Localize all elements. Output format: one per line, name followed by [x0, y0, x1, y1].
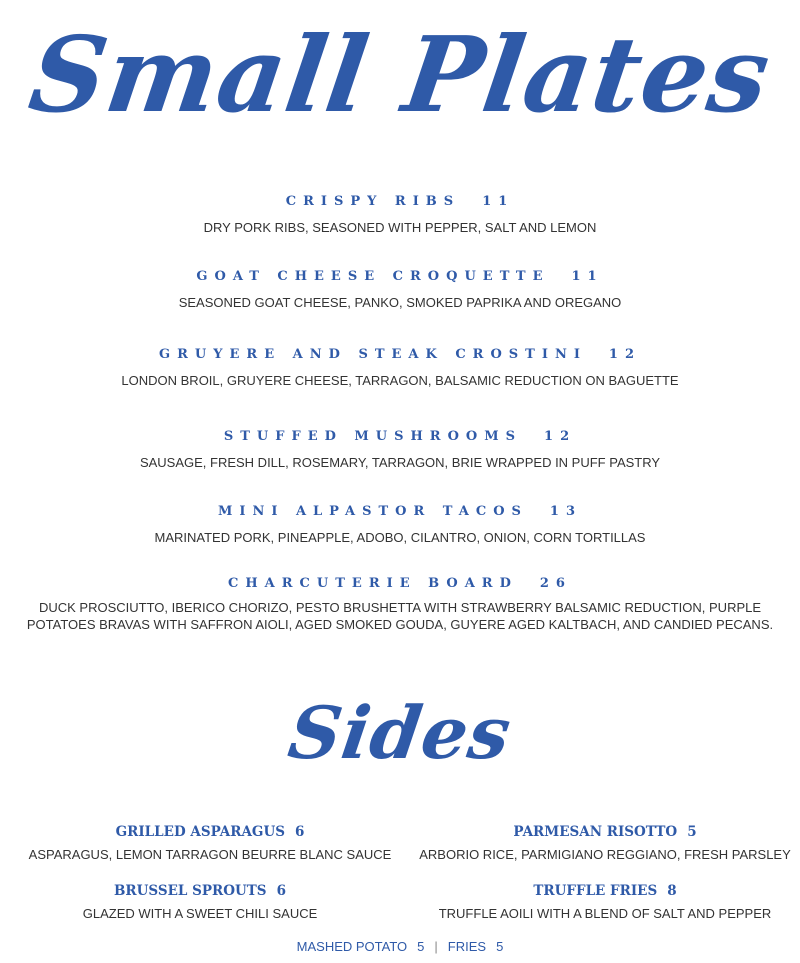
- side-item: [0, 882, 400, 922]
- menu-item-name: STUFFED MUSHROOMS: [223, 429, 523, 444]
- menu-item: [0, 268, 800, 311]
- menu-item-description: MARINATED PORK, PINEAPPLE, ADOBO, CILANTRO, ONION, CORN TORTILLAS: [154, 530, 646, 545]
- menu-item: [0, 503, 800, 546]
- page-title: Small Plates: [22, 13, 778, 136]
- extra-item-name: MASHED POTATO: [296, 939, 408, 954]
- side-item-name: GRILLED ASPARAGUS: [115, 824, 285, 840]
- menu-item: [0, 346, 800, 389]
- menu-item-name-line: [0, 503, 800, 521]
- menu-item-name-line: [0, 346, 800, 364]
- menu-item-price: 11: [571, 269, 604, 284]
- menu-item-name: GOAT CHEESE CROQUETTE: [196, 269, 550, 284]
- menu-item-name: GRUYERE AND STEAK CROSTINI: [159, 347, 587, 362]
- menu-item-description: LONDON BROIL, GRUYERE CHEESE, TARRAGON, BALSAMIC REDUCTION ON BAGUETTE: [121, 373, 679, 388]
- side-item: [10, 823, 410, 863]
- side-item-price: 5: [687, 824, 697, 840]
- side-item-description: ARBORIO RICE, PARMIGIANO REGGIANO, FRESH PARSLEY: [419, 847, 791, 862]
- side-item: [405, 823, 800, 863]
- side-item-price: 8: [667, 883, 677, 899]
- menu-item-name-line: [0, 428, 800, 446]
- menu-item: [0, 193, 800, 236]
- section-title-sides: Sides: [283, 690, 517, 775]
- menu-item-description: SEASONED GOAT CHEESE, PANKO, SMOKED PAPRIKA AND OREGANO: [178, 295, 622, 310]
- menu-item-description: DRY PORK RIBS, SEASONED WITH PEPPER, SALT AND LEMON: [203, 220, 597, 235]
- side-item-name-line: [405, 823, 800, 841]
- menu-item-price: 13: [549, 504, 583, 519]
- extra-item-price: 5: [496, 939, 504, 954]
- menu-item-name-line: [0, 193, 800, 211]
- side-item-name: PARMESAN RISOTTO: [513, 824, 678, 840]
- menu-item-name: MINI ALPASTOR TACOS: [217, 504, 528, 519]
- menu-item-name: CRISPY RIBS: [285, 194, 461, 209]
- menu-item: [0, 575, 800, 633]
- extra-item-price: 5: [417, 939, 425, 954]
- menu-item: [0, 428, 800, 471]
- side-item-description: GLAZED WITH A SWEET CHILI SAUCE: [82, 906, 318, 921]
- extras-separator: |: [434, 939, 438, 954]
- side-item-name: BRUSSEL SPROUTS: [114, 883, 267, 899]
- side-item-price: 6: [276, 883, 286, 899]
- side-item-description: TRUFFLE AOILI WITH A BLEND OF SALT AND PEPPER: [438, 906, 772, 921]
- side-item: [405, 882, 800, 922]
- side-item-name-line: [405, 882, 800, 900]
- side-item-name-line: [10, 823, 410, 841]
- menu-item-price: 11: [482, 194, 515, 209]
- sides-extras-line: [0, 938, 800, 956]
- menu-item-price: 12: [608, 347, 641, 362]
- side-item-name-line: [0, 882, 400, 900]
- side-item-price: 6: [294, 824, 305, 840]
- menu-item-description: DUCK PROSCIUTTO, IBERICO CHORIZO, PESTO BRUSHETTA WITH STRAWBERRY BALSAMIC REDUCTION, PURPLE POTATOES BRAVAS WITH SAFFRON AIOLI, AGED SMOKED GOUDA, GUYERE AGED KALTBACH, AND CANDIED PECANS.: [26, 600, 774, 632]
- side-item-description: ASPARAGUS, LEMON TARRAGON BEURRE BLANC SAUCE: [28, 847, 392, 862]
- menu-item-description: SAUSAGE, FRESH DILL, ROSEMARY, TARRAGON, BRIE WRAPPED IN PUFF PASTRY: [139, 455, 661, 470]
- menu-item-name-line: [0, 575, 800, 593]
- extra-item-name: FRIES: [447, 939, 487, 954]
- menu-item-name-line: [0, 268, 800, 286]
- menu-item-name: CHARCUTERIE BOARD: [228, 576, 518, 591]
- menu-item-price: 26: [539, 576, 572, 591]
- side-item-name: TRUFFLE FRIES: [533, 883, 658, 899]
- menu-item-price: 12: [544, 429, 577, 444]
